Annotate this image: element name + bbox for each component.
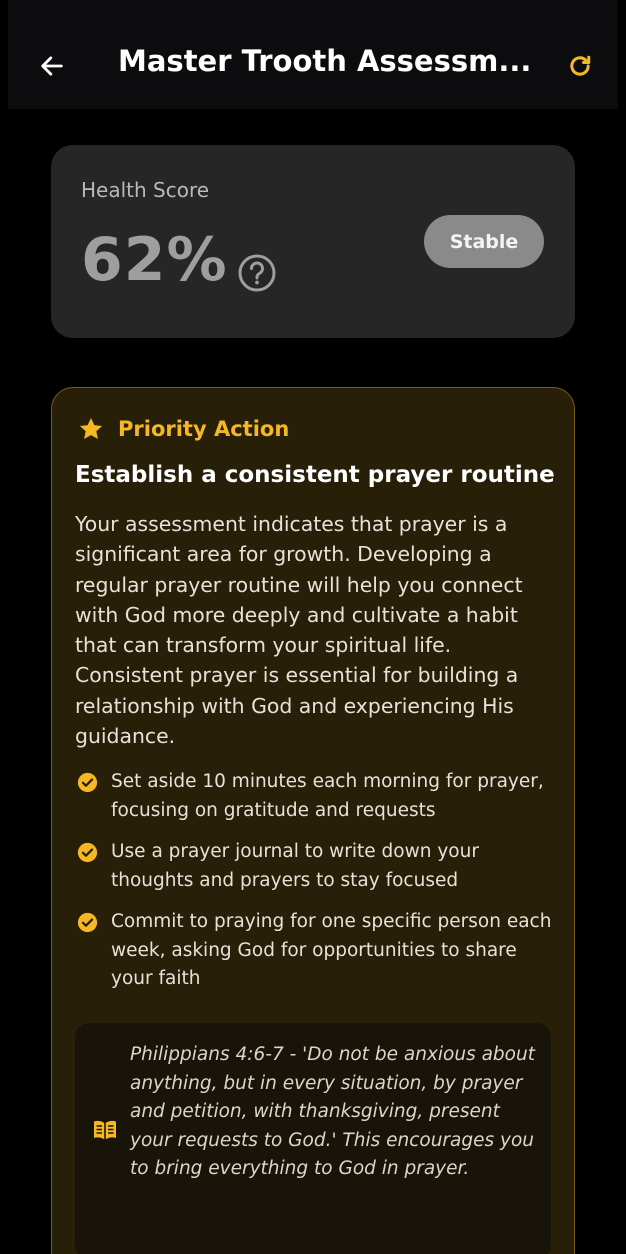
action-text: Commit to praying for one specific person each week, asking God for opportunities to share your faith	[111, 911, 552, 989]
back-button[interactable]	[34, 48, 70, 84]
action-list	[75, 768, 555, 1007]
priority-label: Priority Action	[118, 417, 290, 441]
priority-action-card	[51, 387, 575, 1254]
health-score-label: Health Score	[81, 178, 210, 202]
book-icon	[93, 1119, 117, 1141]
check-circle-icon	[77, 842, 98, 863]
star-icon	[78, 416, 104, 442]
action-text: Use a prayer journal to write down your thoughts and prayers to stay focused	[111, 841, 479, 891]
question-circle-icon[interactable]	[237, 253, 277, 293]
refresh-icon	[566, 52, 594, 80]
scripture-box	[75, 1023, 551, 1254]
action-item	[75, 768, 555, 825]
health-score-value: 62%	[81, 225, 228, 295]
status-badge: Stable	[424, 215, 544, 268]
action-text: Set aside 10 minutes each morning for prayer, focusing on gratitude and requests	[111, 771, 544, 821]
app-header	[8, 0, 618, 109]
scripture-text: Philippians 4:6-7 - 'Do not be anxious about anything, but in every situation, by prayer and petition, with thanksgiving, present your requests to God.' This encourages you to bring everything to God in prayer.	[130, 1044, 535, 1180]
arrow-left-icon	[38, 52, 66, 80]
priority-header	[78, 414, 289, 444]
page-title: Master Trooth Assessm...	[118, 44, 532, 78]
priority-title: Establish a consistent prayer routine	[75, 462, 555, 488]
priority-description: Your assessment indicates that prayer is a significant area for growth. Developing a regular prayer routine will help you connect with God more deeply and cultivate a habit that can transform your spiritual life. Consistent prayer is essential for building a relationship with God and experiencing His guidance.	[75, 512, 523, 749]
refresh-button[interactable]	[563, 49, 597, 83]
check-circle-icon	[77, 912, 98, 933]
action-item	[75, 908, 555, 994]
health-score-card	[51, 145, 575, 338]
action-item	[75, 838, 555, 895]
check-circle-icon	[77, 772, 98, 793]
